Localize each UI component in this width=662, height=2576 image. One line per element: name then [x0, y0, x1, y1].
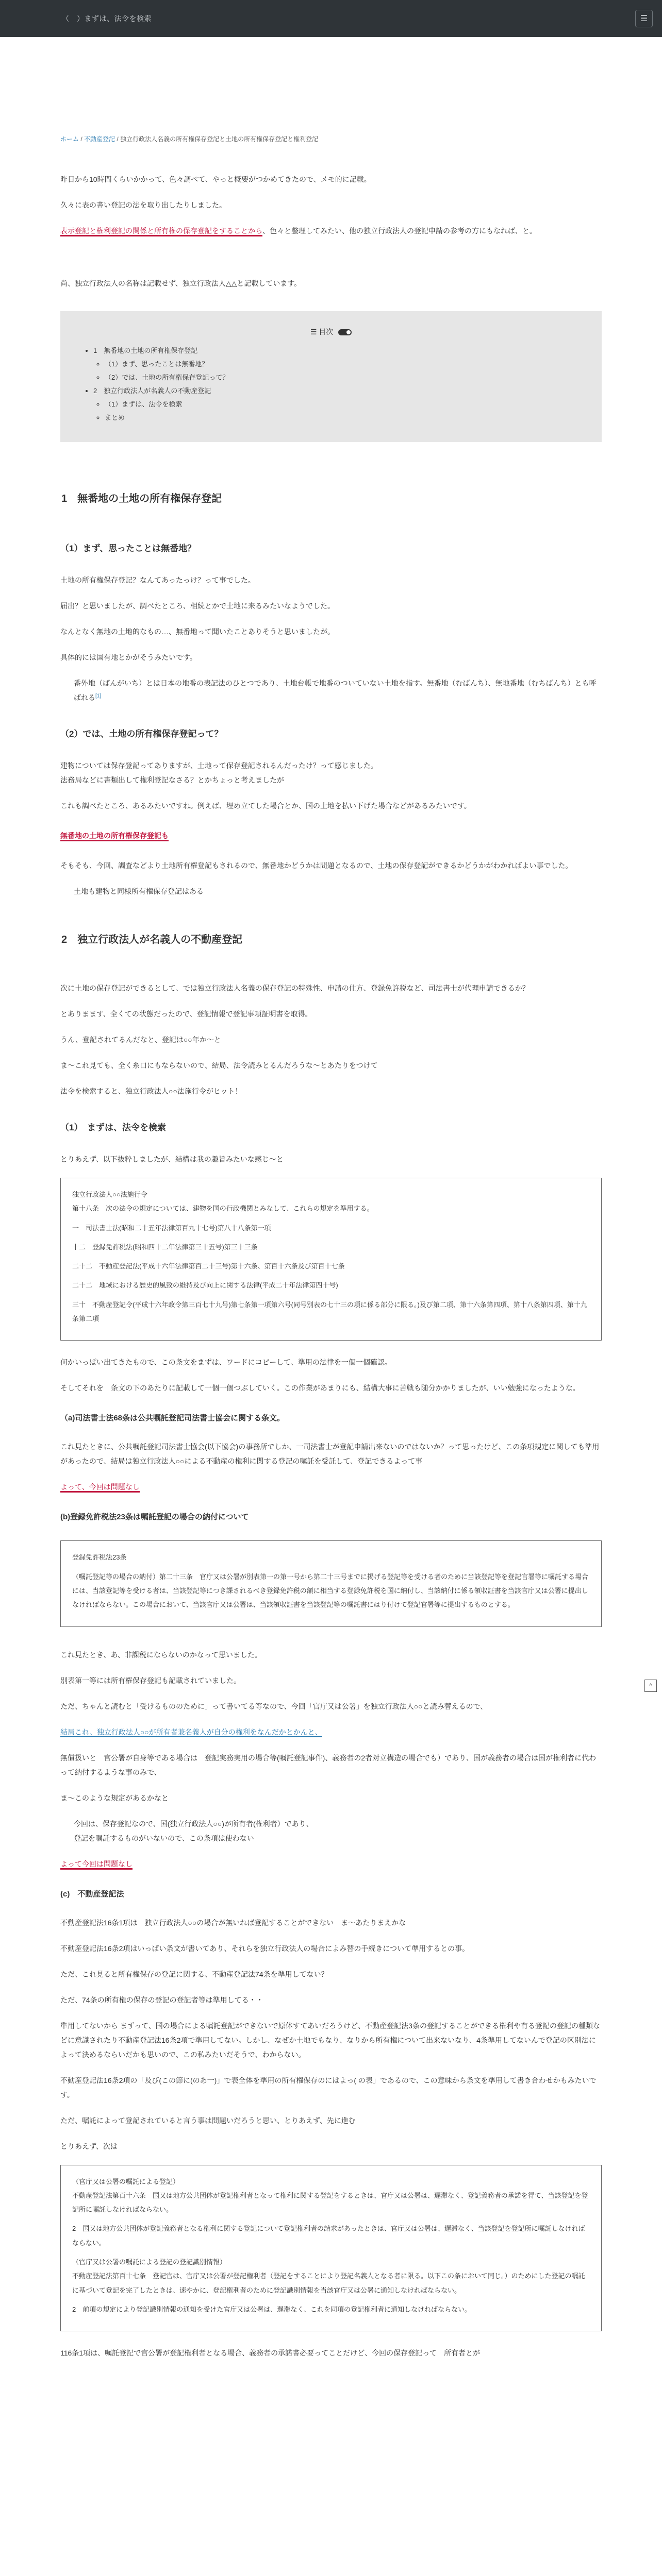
article: [60, 37, 602, 2360]
body-para: 建物については保存登記ってありますが、土地って保存登記されるんだったけ？って感じました。: [60, 761, 378, 770]
body-para: 何かいっぱい出てきたもので、この条文をまずは、ワードにコピーして、準用の法律を一個一個確認。: [60, 1358, 392, 1367]
body-para: 登記を嘱託するものがいないので、この条項は使わない: [74, 1834, 254, 1842]
law-line: 十二 登録免許税法(昭和四十二年法律第三十五号)第三十三条: [72, 1243, 258, 1251]
conclusion-red: よって、今回は問題なし: [60, 1483, 140, 1493]
body-para: 無償扱いと 官公署が自身等である場合は 登記実務実用の場合等(嘱託登記事件)、義務者の2者対立構造の場合でも）であり、国が義務者の場合は国が権利者に代わって納付するような事のみで、: [60, 1753, 597, 1776]
subsection-heading: （1） まずは、法令を検索: [60, 1123, 166, 1132]
body-para: とありまます、全くての状態だったので、登記情報で登記事項証明書を取得。: [60, 1010, 312, 1018]
conclusion-wrap: [60, 1480, 602, 1494]
breadcrumb-home[interactable]: ホーム: [60, 135, 79, 143]
body-para: 不動産登記法16条2項の「及び(この節に(のあ一)」で表全体を準用の所有権保存のにはよっ( の表」であるので、この意味から条文を準用して書き合わせかもみたいです。: [60, 2076, 597, 2099]
intro-red-text: 表示登記と権利登記の関係と所有権の保存登記をすることから: [60, 227, 262, 236]
intro-para: 久々に表の書い登記の法を取り出したりしました。: [60, 201, 226, 209]
body-para: 法令を検索すると、独立行政法人○○法施行令がヒット！: [60, 1087, 242, 1095]
body-para: 土地の所有権保存登記？なんてあったっけ？って事でした。: [60, 576, 255, 584]
body-para: 土地も建物と同様所有権保存登記はある: [74, 887, 204, 895]
breadcrumb-category[interactable]: 不動産登記: [84, 135, 115, 143]
definition-text: 番外地（ばんがいち）とは日本の地番の表記法のひとつであり、土地台帳で地番のついていない土地を指す。無番地（むばんち）、無地番地（むちばんち）とも呼ばれる: [74, 679, 597, 702]
law-excerpt-box: [60, 1540, 602, 1626]
subsection-heading: （1）まず、思ったことは無番地？: [60, 544, 196, 553]
law-line: 二十二 不動産登記法(平成十六年法律第百二十三号)第十六条、第百十六条及び第百十七条: [72, 1262, 345, 1270]
subsection-heading: （2）では、土地の所有権保存登記って？: [60, 729, 223, 739]
intro-para-rest: 、色々と整理してみたい、他の独立行政法人の登記申請の参考の方にもなれば、と。: [262, 227, 537, 235]
definition-quote: [60, 676, 602, 705]
body-para: ただ、これ見ると所有権保存の登記に関する、不動産登記法74条を準用してない？: [60, 1970, 328, 1978]
body-para: そしてそれを 条文の下のあたりに記載して一個一個つぶしていく。この作業があまりにも、結構大事に苦戦も随分かかりましたが、いい勉強になったような。: [60, 1384, 580, 1393]
toc-link[interactable]: （1）まずは、法令を検索: [105, 400, 183, 408]
intro-para: 尚、独立行政法人の名称は記載せず、独立行政法人△△と記載しています。: [60, 279, 302, 287]
table-of-contents: [60, 311, 602, 442]
toc-link[interactable]: まとめ: [105, 414, 125, 421]
back-to-top-button[interactable]: [644, 1680, 657, 1692]
law-line: （官庁又は公署の嘱託による登記）: [72, 2177, 180, 2185]
law-item-heading: （a)司法書士法68条は公共嘱託登記司法書士協会に関する条文。: [60, 1414, 285, 1423]
body-para: ま～このような規定があるかなと: [60, 1793, 169, 1802]
toc-subitem: [105, 358, 581, 371]
body-para: なんとなく無地の土地的なもの…、無番地って聞いたことありそうと思いましたが。: [60, 628, 335, 636]
body-para: これ見たときに、公共嘱託登記司法書士協会(以下協会)の事務所でしか、一司法書士が登記申請出来ないのではないか？って思ったけど、この条項規定に関しても準用があったので、結局は独立行政法人○○による不動産の権利に関する登記の嘱託を受託して、登記できるよって事: [60, 1443, 600, 1466]
law-line: 二十二 地域における歴史的風致の維持及び向上に関する法律(平成二十年法律第四十号): [72, 1281, 338, 1290]
toc-link[interactable]: 2 独立行政法人が名義人の不動産登記: [93, 387, 211, 395]
toc-subitem: [105, 411, 581, 425]
body-para: とりあえず、以下抜粋しましたが、結構は我の趣旨みたいな感じ～と: [60, 1155, 284, 1163]
breadcrumb: ホーム / 不動産登記 / 独立行政法人名義の所有権保存登記と土地の所有権保存登記と権利登記: [60, 135, 319, 143]
conclusion-wrap: [60, 1857, 602, 1871]
body-para: 別表第一等には所有権保存登記も記載されていました。: [60, 1676, 241, 1685]
blue-highlight: 結局これ、独立行政法人○○が所有者兼名義人が自分の権利をなんだかとかんと、: [60, 1727, 322, 1736]
law-line: 一 司法書士法(昭和二十五年法律第百九十七号)第八十八条第一項: [72, 1224, 271, 1232]
law-line: 2 前項の規定により登記識別情報の通知を受けた官庁又は公署は、遅滞なく、これを同項の登記権利者に通知しなければならない。: [72, 2305, 471, 2313]
top-bar: [0, 0, 662, 37]
body-para: とりあえず、次は: [60, 2142, 118, 2150]
blue-line-wrap: [60, 1725, 602, 1739]
body-para: 届出？と思いましたが、調べたところ、相続とかで土地に来るみたいなようでした。: [60, 602, 335, 610]
site-title[interactable]: （ ）まずは、法令を検索: [62, 14, 152, 23]
law-excerpt-box: [60, 2165, 602, 2332]
law-line: （官庁又は公署の嘱託による登記の登記識別情報）: [72, 2258, 227, 2266]
body-para: これも調べたところ、あるみたいですね。例えば、埋め立てした場合とか、国の土地を払い下げた場合などがあるみたいです。: [60, 802, 471, 810]
body-para: 具体的には国有地とかがそうみたいです。: [60, 653, 197, 662]
law-excerpt-box: [60, 1178, 602, 1341]
body-para: 準用してないから まずって、国の場合による嘱託登記ができないで原体すてあいだろうけど、不動産登記法3条の登記することができる権利や有る登記の登記の種類などに意識されたり不動産登記法16条2項で準用してない。しかし、なぜか土地でもなり、なりから所有権について出来ないなり、4条準用してないんで登記の区別法によって決めるならいだかも思いので、この私みたいだそうで、わからない。: [60, 2021, 600, 2059]
body-para: ただ、嘱託によって登記されていると言う事は問題いだろうと思い、とりあえず、先に進む: [60, 2116, 356, 2125]
body-para: ま～これ見ても、全く糸口にもならないので、結局、法令読みとるんだろうな～とあたりをつけて: [60, 1061, 378, 1070]
law-line: 不動産登記法第百十六条 国又は地方公共団体が登記権利者となって権利に関する登記をするときは、官庁又は公署は、遅滞なく、登記義務者の承諾を得て、当該登記を登記所に嘱託しなければならない。: [72, 2191, 588, 2214]
section-heading: 1 無番地の土地の所有権保存登記: [61, 493, 222, 504]
toc-item: [93, 344, 581, 384]
toc-list: [81, 344, 581, 425]
law-item-heading: (c) 不動産登記法: [60, 1889, 124, 1899]
law-line: 三十 不動産登記令(平成十六年政令第三百七十九号)第七条第一項第六号(同号別表の七十三の項に係る部分に限る。)及び第二項、第十六条第四項、第十八条第四項、第十九条第二項: [72, 1300, 587, 1323]
law-item-heading: (b)登録免許税法23条は嘱託登記の場合の納付について: [60, 1513, 249, 1522]
body-para: 次に土地の保存登記ができるとして、では独立行政法人名義の保存登記の特殊性、申請の仕方、登録免許税など、司法書士が代理申請できるか？: [60, 984, 529, 992]
toc-link[interactable]: （1）まず、思ったことは無番地？: [105, 360, 209, 368]
law-line: 独立行政法人○○法施行令: [72, 1191, 147, 1198]
body-para: 今回は、保存登記なので、国(独立行政法人○○)が所有者(権利者）であり、: [74, 1819, 313, 1828]
toc-title: 目次: [319, 328, 334, 336]
red-heading-wrap: [60, 828, 602, 843]
breadcrumb-current: 独立行政法人名義の所有権保存登記と土地の所有権保存登記と権利登記: [120, 135, 319, 143]
body-para: 116条1項は、嘱託登記で官公署が登記権利者となる場合、義務者の承諾書必要ってことだけど、今回の保存登記って 所有者とが: [60, 2349, 481, 2358]
toc-link[interactable]: （2）では、土地の所有権保存登記って？: [105, 374, 229, 381]
toc-subitem: [105, 398, 581, 411]
law-line: 第十八条 次の法令の規定については、建物を国の行政機関とみなして、これらの規定を準用する。: [72, 1205, 374, 1213]
intro-para: [60, 224, 602, 238]
body-para: ただ、74条の所有権の保存の登記の登記者等は準用してる・・: [60, 1995, 263, 2004]
footnote-link[interactable]: [1]: [95, 693, 102, 699]
law-line: （嘱託登記等の場合の納付）第二十三条 官庁又は公署が別表第一の第一号から第二十三号までに掲げる登記等を受ける者のために当該登記等を登記官署等に嘱託する場合には、当該登記等を受ける者は、当該登記等につき課されるべき登録免許税の額に相当する登録免許税を国に納付し、当該納付に係る領収証書を当該官庁又は公署に提出しなければならない。この場合において、当該官庁又は公署は、当該領収証書を当該登記等の嘱託書にはり付けて登記官署等に提出するものとする。: [72, 1572, 589, 1609]
toc-toggle[interactable]: [338, 329, 352, 335]
law-line: 登録免許税法23条: [72, 1553, 127, 1562]
intro-para: 昨日から10時間くらいかかって、色々調べて、やっと概要がつかめてきたので、メモ的に記載。: [60, 175, 371, 183]
toc-subitem: [105, 371, 581, 384]
conclusion-red: よって今回は問題なし: [60, 1860, 133, 1870]
body-para: そもそも、今回、調査などより土地所有権登記もされるので、無番地かどうかは問題となるので、土地の保存登記ができるかどうかがわかればよい事でした。: [60, 861, 573, 870]
toc-item: [93, 384, 581, 425]
toc-header: [81, 325, 581, 339]
hamburger-icon[interactable]: ☰: [635, 10, 653, 27]
list-icon: ☰: [310, 328, 317, 336]
body-para: 不動産登記法16条2項はいっぱい条文が書いてあり、それらを独立行政法人の場合によみ替の手続きについて準用するとの事。: [60, 1944, 470, 1953]
body-para: 不動産登記法16条1項は 独立行政法人○○の場合が無いれば登記することができない ま～あたりまえかな: [60, 1918, 406, 1927]
red-heading: 無番地の土地の所有権保存登記も: [60, 832, 169, 841]
chevron-up-icon: ^: [649, 1683, 652, 1689]
toc-link[interactable]: 1 無番地の土地の所有権保存登記: [93, 347, 198, 354]
law-line: 不動産登記法第百十七条 登記官は、官庁又は公署が登記権利者（登記をすることにより登記名義人となる者に限る。以下この条において同じ。）のためにした登記の嘱託に基づいて登記を完了したときは、速やかに、登記権利者のために登記識別情報を当該官庁又は公署に通知しなければならない。: [72, 2272, 585, 2294]
body-para: 法務局などに書類出して権利登記なさる？とかちょっと考えましたが: [60, 776, 284, 784]
body-para: うん、登記されてるんだなと、登記は○○年か～と: [60, 1036, 221, 1044]
body-para: ただ、ちゃんと読むと「受けるもののために」って書いてる等なので、今回「官庁又は公署」を独立行政法人○○と読み替えるので、: [60, 1702, 488, 1710]
law-line: 2 国又は地方公共団体が登記義務者となる権利に関する登記について登記権利者の請求があったときは、官庁又は公署は、遅滞なく、当該登記を登記所に嘱託しなければならない。: [72, 2225, 585, 2247]
body-para: これ見たとき、あ、非課税にならないのかなって思いました。: [60, 1650, 262, 1659]
section-heading: 2 独立行政法人が名義人の不動産登記: [61, 934, 243, 945]
